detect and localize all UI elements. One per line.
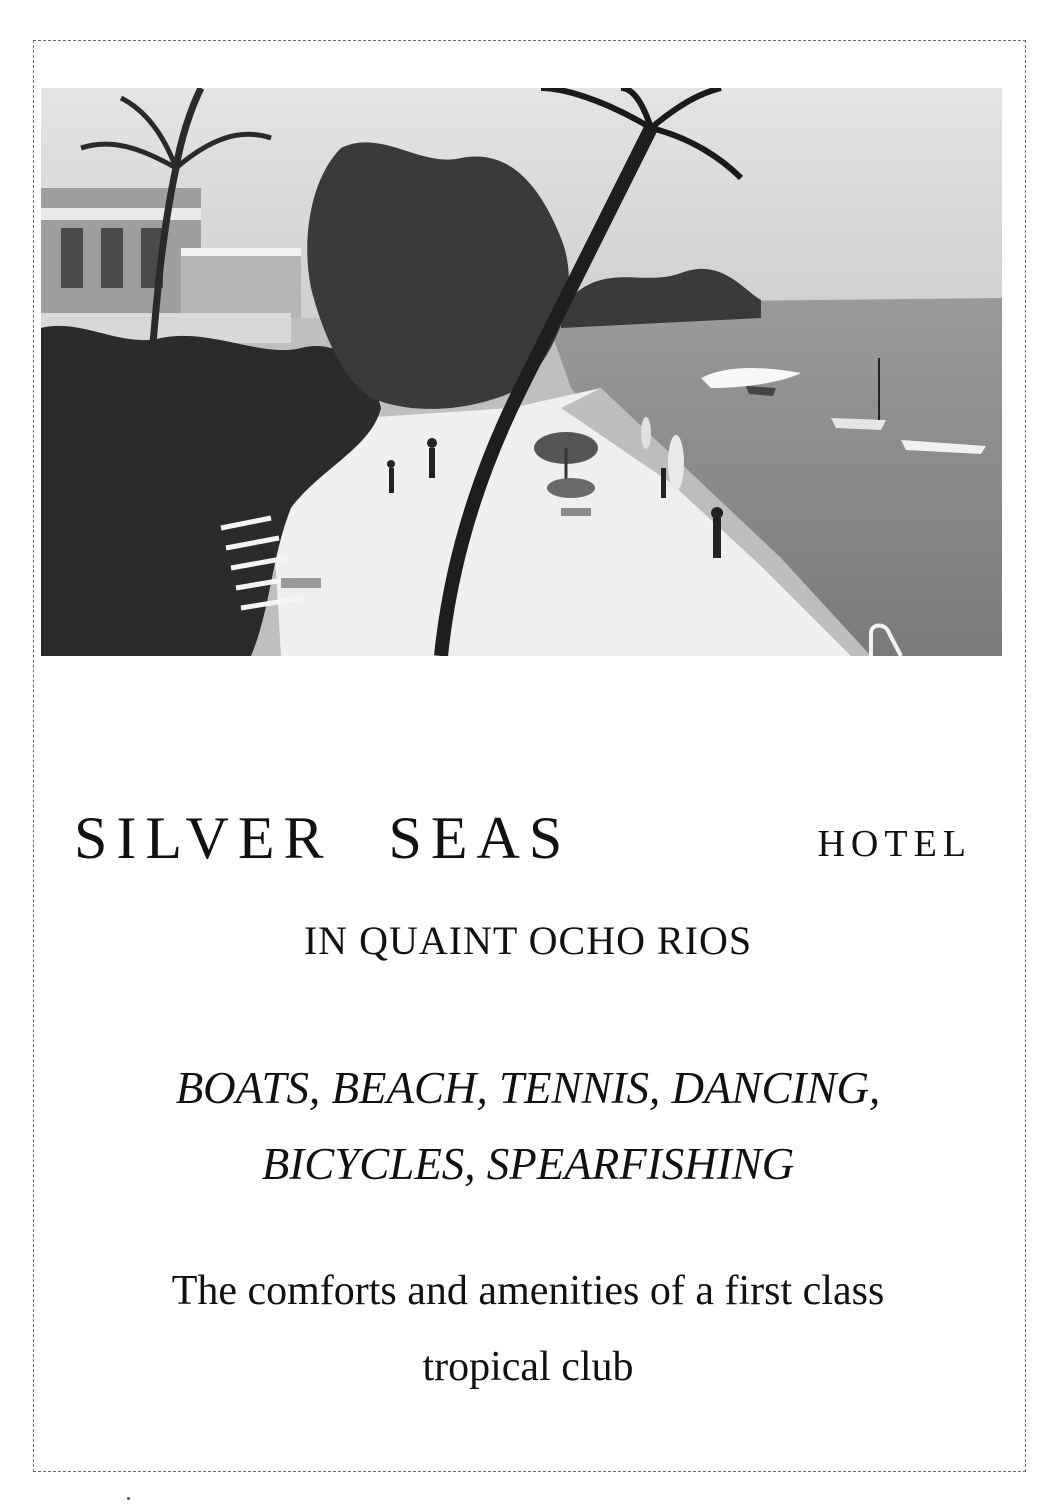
print-speck [127, 1497, 130, 1500]
hotel-name: SILVER SEAS [74, 805, 572, 871]
hotel-wing [181, 248, 301, 318]
photo-illustration [41, 88, 1002, 656]
tagline-line-2: tropical club [422, 1344, 634, 1390]
lounge-chair [281, 578, 321, 588]
surfboard [668, 435, 684, 491]
hotel-suffix: HOTEL [817, 823, 972, 865]
location-subtitle: IN QUAINT OCHO RIOS [303, 918, 753, 963]
beach-hotel-photo [41, 88, 1002, 656]
activities-line-1: BOATS, BEACH, TENNIS, DANCING, [175, 1063, 881, 1113]
activities-line-2: BICYCLES, SPEARFISHING [261, 1139, 795, 1189]
hotel-title [74, 795, 980, 881]
activities-list [0, 1050, 1056, 1202]
tagline-line-1: The comforts and amenities of a first class [171, 1268, 885, 1314]
tagline [0, 1253, 1056, 1405]
